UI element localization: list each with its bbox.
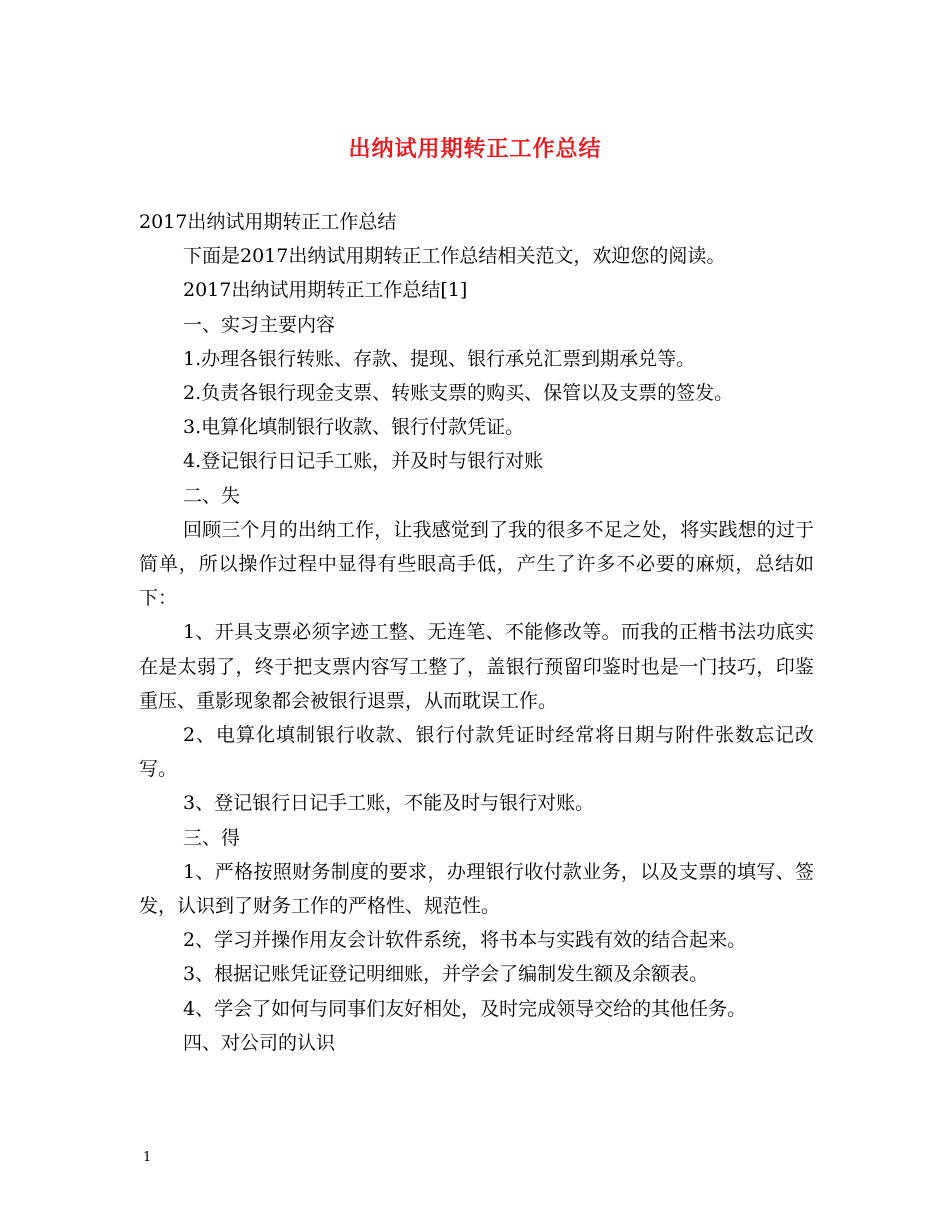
paragraph: 2、电算化填制银行收款、银行付款凭证时经常将日期与附件张数忘记改写。 — [139, 724, 814, 781]
paragraph: 回顾三个月的出纳工作，让我感觉到了我的很多不足之处，将实践想的过于简单，所以操作过程中显得有些眼高手低，产生了许多不必要的麻烦，总结如下： — [139, 518, 814, 610]
paragraph: 四、对公司的认识 — [183, 1031, 336, 1054]
paragraph: 1.办理各银行转账、存款、提现、银行承兑汇票到期承兑等。 — [183, 347, 696, 370]
paragraph: 1、开具支票必须字迹工整、无连笔、不能修改等。而我的正楷书法功底实在是太弱了，终于把支票内容写工整了，盖银行预留印鉴时也是一门技巧，印鉴重压、重影现象都会被银行退票，从而耽误工作。 — [139, 621, 814, 712]
paragraph: 2.负责各银行现金支票、转账支票的购买、保管以及支票的签发。 — [183, 382, 734, 405]
paragraph: 4、学会了如何与同事们友好相处，及时完成领导交给的其他任务。 — [183, 997, 747, 1020]
paragraph: 4.登记银行日记手工账，并及时与银行对账 — [183, 450, 544, 473]
paragraph: 3.电算化填制银行收款、银行付款凭证。 — [183, 416, 525, 439]
paragraph: 2、学习并操作用友会计软件系统，将书本与实践有效的结合起来。 — [183, 929, 747, 952]
paragraph: 2017出纳试用期转正工作总结 — [139, 211, 397, 233]
paragraph: 2017出纳试用期转正工作总结[1] — [183, 279, 468, 302]
paragraph: 二、失 — [183, 484, 241, 507]
document-title: 出纳试用期转正工作总结 — [348, 136, 602, 162]
paragraph: 1、严格按照财务制度的要求，办理银行收付款业务，以及支票的填写、签发，认识到了财务工作的严格性、规范性。 — [139, 860, 814, 918]
paragraph: 3、根据记账凭证登记明细账，并学会了编制发生额及余额表。 — [183, 963, 709, 986]
page-number: 1 — [143, 1150, 152, 1165]
paragraph: 一、实习主要内容 — [183, 313, 336, 336]
paragraph: 下面是2017出纳试用期转正工作总结相关范文，欢迎您的阅读。 — [183, 245, 726, 268]
paragraph: 3、登记银行日记手工账，不能及时与银行对账。 — [183, 792, 595, 815]
paragraph: 三、得 — [183, 826, 241, 849]
document-body — [139, 205, 814, 1060]
